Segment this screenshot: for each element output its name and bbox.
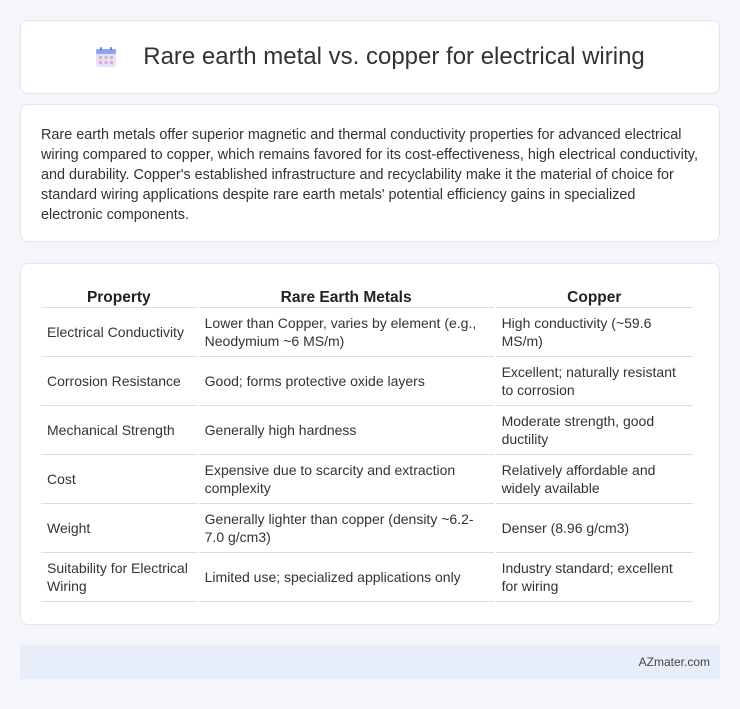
table-cell-property: Cost <box>41 455 197 504</box>
table-cell-property: Suitability for Electrical Wiring <box>41 553 197 602</box>
table-cell-property: Mechanical Strength <box>41 406 197 455</box>
table-row <box>41 504 693 553</box>
table-row <box>41 406 693 455</box>
table-cell-copper: High conductivity (~59.6 MS/m) <box>496 308 693 357</box>
table-cell-copper: Relatively affordable and widely available <box>496 455 693 504</box>
table-cell-copper: Denser (8.96 g/cm3) <box>496 504 693 553</box>
summary-text: Rare earth metals offer superior magnetic and thermal conductivity properties for advanced electrical wiring compared to copper, which remains favored for its cost-effectiveness, high electrical conductivity, and durability. Copper's established infrastructure and recyclability make it the material of choice for standard wiring applications despite rare earth metals' potential efficiency gains in specialized electronic components. <box>41 127 698 223</box>
table-cell-copper: Industry standard; excellent for wiring <box>496 553 693 602</box>
table-cell-rare-earth: Lower than Copper, varies by element (e.g., Neodymium ~6 MS/m) <box>199 308 494 357</box>
table-cell-copper: Moderate strength, good ductility <box>496 406 693 455</box>
table-cell-property: Weight <box>41 504 197 553</box>
table-cell-property: Electrical Conductivity <box>41 308 197 357</box>
footer <box>20 645 720 679</box>
table-cell-rare-earth: Good; forms protective oxide layers <box>199 357 494 406</box>
table-cell-rare-earth: Generally high hardness <box>199 406 494 455</box>
table-cell-copper: Excellent; naturally resistant to corrosion <box>496 357 693 406</box>
column-header-property: Property <box>41 284 197 308</box>
table-row <box>41 308 693 357</box>
column-header-copper: Copper <box>496 284 693 308</box>
page-title: Rare earth metal vs. copper for electrical wiring <box>143 43 645 70</box>
table-cell-rare-earth: Expensive due to scarcity and extraction complexity <box>199 455 494 504</box>
footer-source-link[interactable]: AZmater.com <box>638 655 710 669</box>
table-row <box>41 553 693 602</box>
summary-card <box>20 104 720 242</box>
calendar-icon <box>95 46 117 68</box>
column-header-rare-earth: Rare Earth Metals <box>199 284 494 308</box>
table-row <box>41 357 693 406</box>
table-cell-rare-earth: Limited use; specialized applications only <box>199 553 494 602</box>
table-header-row <box>41 284 693 308</box>
comparison-table <box>39 284 695 602</box>
comparison-table-card <box>20 263 720 625</box>
table-cell-rare-earth: Generally lighter than copper (density ~6.2-7.0 g/cm3) <box>199 504 494 553</box>
table-cell-property: Corrosion Resistance <box>41 357 197 406</box>
table-row <box>41 455 693 504</box>
title-card <box>20 20 720 94</box>
